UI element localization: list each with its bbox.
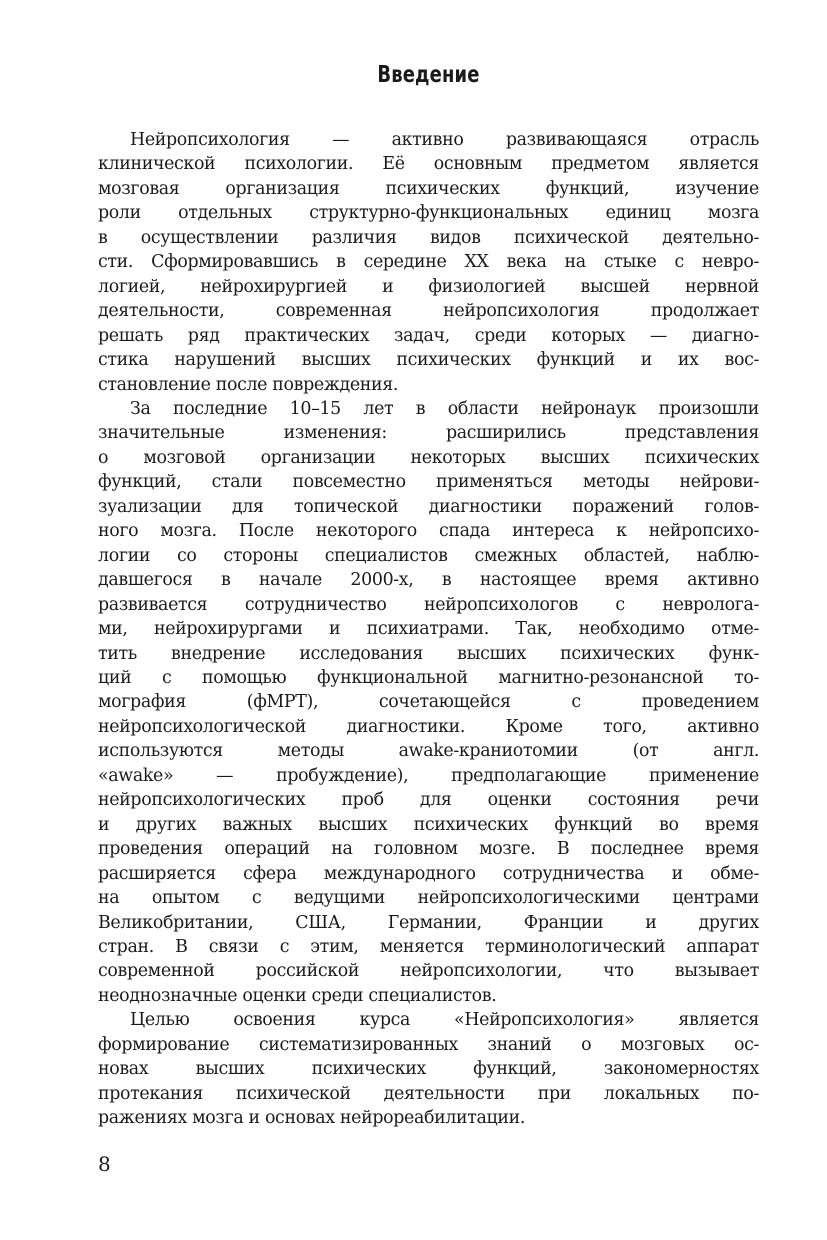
text-line: «awake» — пробуждение), предполагающие применение (98, 765, 759, 786)
page-title: Введение (377, 62, 480, 88)
page-number: 8 (98, 1152, 111, 1176)
paragraph-1 (98, 128, 759, 397)
text-line: о мозговой организации некоторых высших психических (98, 447, 759, 468)
text-line: давшегося в начале 2000-х, в настоящее время активно (98, 570, 759, 591)
text-line: решать ряд практических задач, среди которых — диагно- (98, 325, 759, 346)
body-text (98, 128, 759, 1131)
text-line: ций с помощью функциональной магнитно-резонансной то- (98, 667, 759, 688)
text-line: клинической психологии. Её основным предметом является (98, 154, 759, 175)
paragraph-2 (98, 397, 759, 1008)
text-line: протекания психической деятельности при локальных по- (98, 1083, 759, 1104)
text-line: функций, стали повсеместно применяться методы нейрови- (98, 472, 759, 493)
text-line: логией, нейрохирургией и физиологией высшей нервной (98, 276, 759, 297)
text-line: ражениях мозга и основах нейрореабилитации. (98, 1108, 526, 1129)
text-line: мография (фМРТ), сочетающейся с проведением (98, 692, 759, 713)
text-line: тить внедрение исследования высших психических функ- (98, 643, 759, 664)
text-line: роли отдельных структурно-функциональных единиц мозга (98, 203, 759, 224)
text-line: Великобритании, США, Германии, Франции и других (98, 912, 759, 933)
text-line: ного мозга. После некоторого спада интереса к нейропсихо- (98, 521, 759, 542)
text-line: Нейропсихология — активно развивающаяся отрасль (130, 130, 759, 150)
text-line: расширяется сфера международного сотрудничества и обме- (98, 863, 759, 884)
text-line: зуализации для топической диагностики поражений голов- (98, 496, 759, 517)
text-line: За последние 10–15 лет в области нейронаук произошли (130, 398, 759, 419)
text-line: логии со стороны специалистов смежных областей, наблю- (98, 545, 759, 566)
text-line: ми, нейрохирургами и психиатрами. Так, необходимо отме- (98, 619, 759, 640)
text-line: формирование систематизированных знаний о мозговых ос- (98, 1034, 759, 1055)
text-line: значительные изменения: расширились представления (98, 423, 759, 444)
text-line: становление после повреждения. (98, 374, 399, 395)
text-line: стран. В связи с этим, меняется терминологический аппарат (98, 936, 759, 957)
text-line: развивается сотрудничество нейропсихологов с невролога- (98, 594, 759, 615)
text-line: нейропсихологических проб для оценки состояния речи (98, 790, 759, 811)
text-line: проведения операций на головном мозге. В последнее время (98, 839, 759, 860)
text-line: новах высших психических функций, закономерностях (98, 1059, 759, 1080)
text-line: стика нарушений высших психических функций и их вос- (98, 350, 759, 371)
text-line: используются методы awake-краниотомии (от англ. (98, 741, 759, 762)
paragraph-3 (98, 1008, 759, 1130)
text-line: в осуществлении различия видов психической деятельно- (98, 227, 759, 248)
text-line: деятельности, современная нейропсихология продолжает (98, 301, 759, 322)
text-line: нейропсихологической диагностики. Кроме того, активно (98, 716, 759, 737)
text-line: и других важных высших психических функций во время (98, 814, 759, 835)
text-line: мозговая организация психических функций, изучение (98, 178, 759, 199)
text-line: современной российской нейропсихологии, что вызывает (98, 961, 759, 982)
text-line: неоднозначные оценки среди специалистов. (98, 985, 497, 1006)
text-line: Целью освоения курса «Нейропсихология» является (130, 1010, 759, 1031)
text-line: сти. Сформировавшись в середине XX века на стыке с невро- (98, 252, 759, 273)
text-line: на опытом с ведущими нейропсихологическими центрами (98, 888, 759, 909)
